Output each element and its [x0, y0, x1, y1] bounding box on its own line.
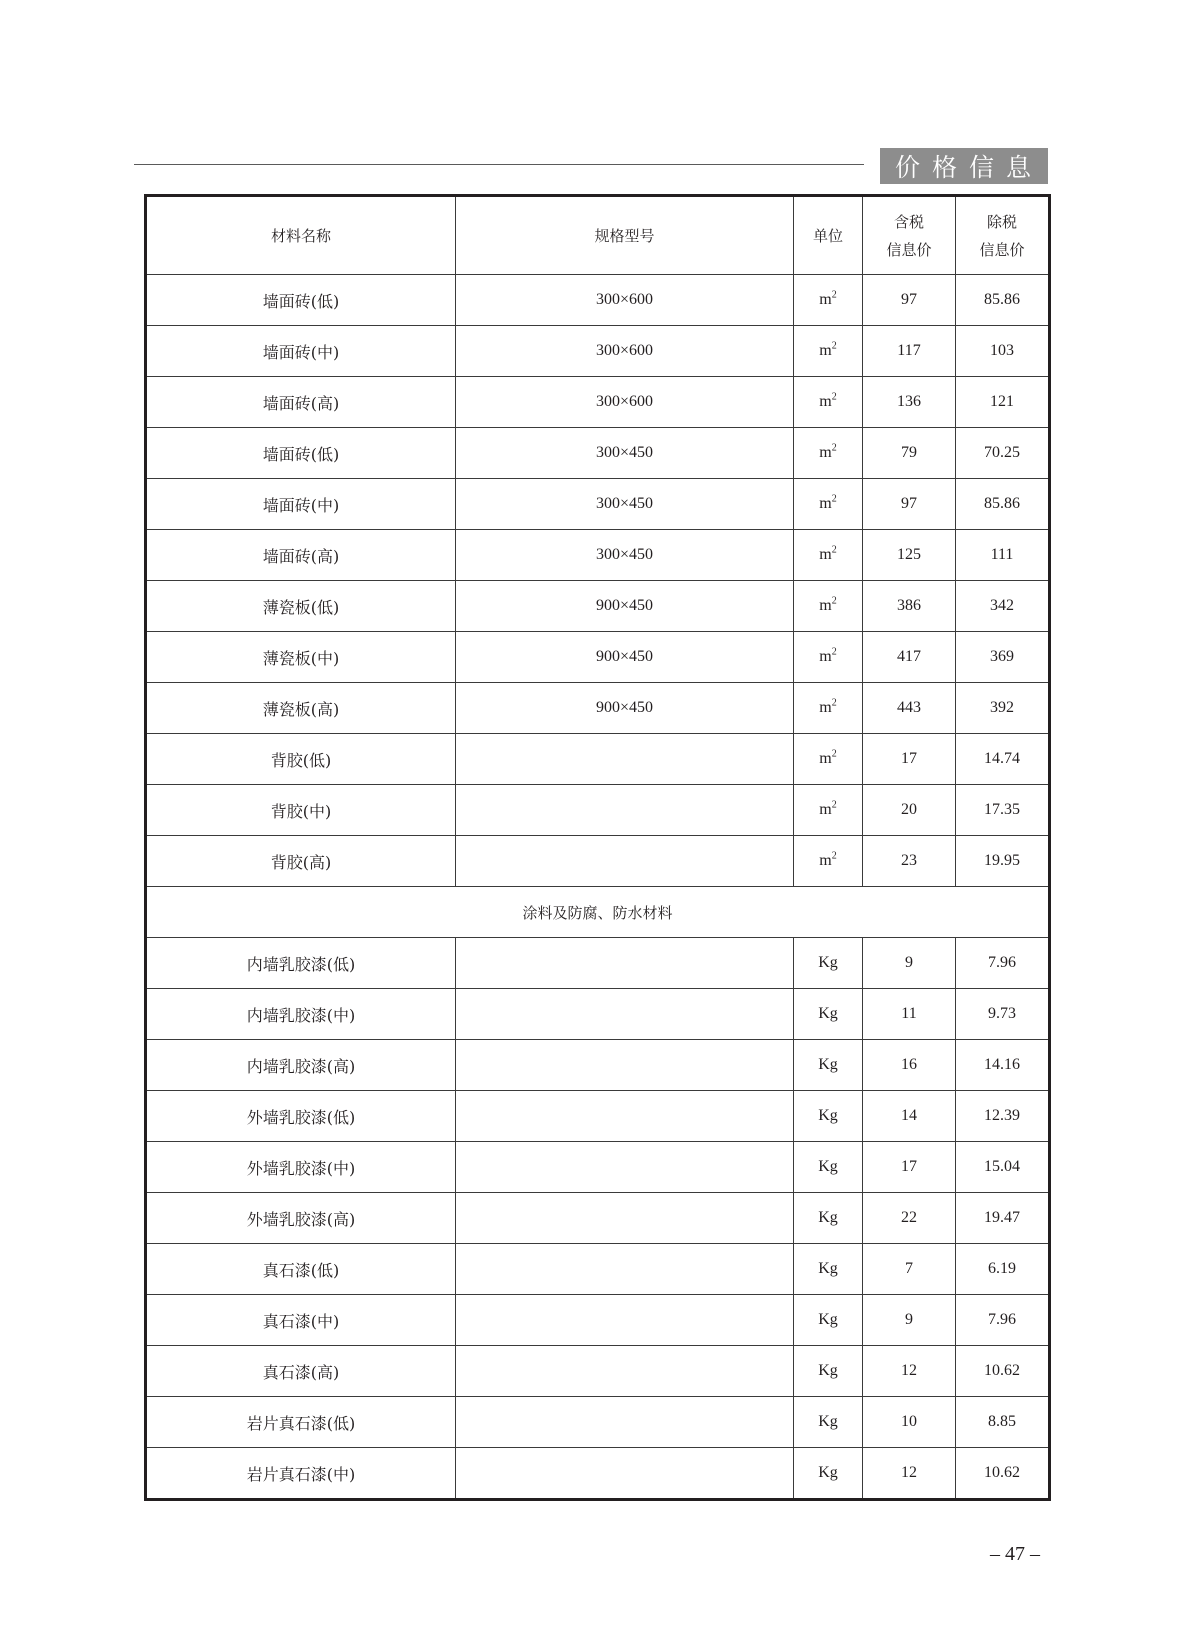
material-name-cell: 外墙乳胶漆(低) [146, 1091, 456, 1142]
spec-cell [456, 938, 794, 989]
unit-cell [794, 683, 863, 734]
unit-cell [794, 581, 863, 632]
unit-superscript: 2 [831, 289, 837, 301]
price-tax-cell: 14 [863, 1091, 956, 1142]
table-row [146, 683, 1050, 734]
spec-cell [456, 1142, 794, 1193]
price-notax-cell: 14.74 [956, 734, 1050, 785]
price-tax-cell: 16 [863, 1040, 956, 1091]
price-tax-cell: 97 [863, 275, 956, 326]
unit-text: m [819, 291, 832, 308]
unit-superscript: 2 [831, 544, 837, 556]
unit-cell [794, 938, 863, 989]
material-name-cell: 外墙乳胶漆(中) [146, 1142, 456, 1193]
spec-cell [456, 1091, 794, 1142]
unit-superscript: 2 [831, 340, 837, 352]
unit-superscript: 2 [831, 799, 837, 811]
unit-superscript: 2 [831, 493, 837, 505]
unit-cell [794, 479, 863, 530]
price-tax-cell: 12 [863, 1448, 956, 1500]
col-header-price-notax-line1: 除税 [986, 212, 1017, 231]
table-row [146, 836, 1050, 887]
unit-text: Kg [818, 1464, 838, 1481]
table-row [146, 530, 1050, 581]
unit-text: Kg [818, 1209, 838, 1226]
header-rule [134, 164, 864, 165]
table-row [146, 1040, 1050, 1091]
unit-cell [794, 428, 863, 479]
price-notax-cell: 70.25 [956, 428, 1050, 479]
unit-superscript: 2 [831, 646, 837, 658]
unit-cell [794, 1091, 863, 1142]
table-row [146, 989, 1050, 1040]
table-row [146, 275, 1050, 326]
price-notax-cell: 111 [956, 530, 1050, 581]
table-header-row [146, 196, 1050, 275]
unit-cell [794, 1397, 863, 1448]
unit-text: m [819, 750, 832, 767]
price-notax-cell: 7.96 [956, 938, 1050, 989]
unit-cell [794, 632, 863, 683]
section-row [146, 887, 1050, 938]
unit-cell [794, 1244, 863, 1295]
table-row [146, 1193, 1050, 1244]
unit-text: m [819, 393, 832, 410]
material-name-cell: 墙面砖(中) [146, 479, 456, 530]
price-notax-cell: 103 [956, 326, 1050, 377]
unit-superscript: 2 [831, 442, 837, 454]
price-notax-cell: 12.39 [956, 1091, 1050, 1142]
col-header-price-tax-line1: 含税 [893, 212, 924, 231]
price-notax-cell: 8.85 [956, 1397, 1050, 1448]
unit-cell [794, 377, 863, 428]
unit-superscript: 2 [831, 748, 837, 760]
price-notax-cell: 7.96 [956, 1295, 1050, 1346]
unit-superscript: 2 [831, 850, 837, 862]
unit-text: m [819, 801, 832, 818]
price-notax-cell: 85.86 [956, 479, 1050, 530]
col-header-price-tax-line2: 信息价 [886, 240, 932, 259]
unit-text: Kg [818, 1056, 838, 1073]
unit-cell [794, 1346, 863, 1397]
table-row [146, 632, 1050, 683]
unit-text: m [819, 648, 832, 665]
table-row [146, 1448, 1050, 1500]
col-header-price-notax-line2: 信息价 [979, 240, 1025, 259]
spec-cell: 300×450 [456, 530, 794, 581]
spec-cell [456, 836, 794, 887]
spec-cell [456, 785, 794, 836]
table-row [146, 326, 1050, 377]
table-row [146, 734, 1050, 785]
unit-text: m [819, 852, 832, 869]
price-tax-cell: 443 [863, 683, 956, 734]
unit-text: Kg [818, 1158, 838, 1175]
spec-cell [456, 1193, 794, 1244]
col-header-name: 材料名称 [146, 196, 456, 275]
spec-cell: 300×600 [456, 377, 794, 428]
material-name-cell: 墙面砖(低) [146, 428, 456, 479]
price-notax-cell: 85.86 [956, 275, 1050, 326]
price-notax-cell: 10.62 [956, 1448, 1050, 1500]
unit-text: m [819, 546, 832, 563]
table-row [146, 1295, 1050, 1346]
material-name-cell: 墙面砖(高) [146, 530, 456, 581]
price-tax-cell: 9 [863, 1295, 956, 1346]
price-tax-cell: 9 [863, 938, 956, 989]
material-name-cell: 墙面砖(中) [146, 326, 456, 377]
material-name-cell: 背胶(中) [146, 785, 456, 836]
price-tax-cell: 23 [863, 836, 956, 887]
unit-cell [794, 1142, 863, 1193]
price-tax-cell: 117 [863, 326, 956, 377]
price-tax-cell: 79 [863, 428, 956, 479]
spec-cell: 300×450 [456, 479, 794, 530]
material-name-cell: 薄瓷板(高) [146, 683, 456, 734]
material-name-cell: 墙面砖(低) [146, 275, 456, 326]
col-header-spec: 规格型号 [456, 196, 794, 275]
price-tax-cell: 136 [863, 377, 956, 428]
spec-cell: 300×600 [456, 326, 794, 377]
spec-cell [456, 1346, 794, 1397]
unit-cell [794, 1448, 863, 1500]
price-tax-cell: 22 [863, 1193, 956, 1244]
price-tax-cell: 7 [863, 1244, 956, 1295]
price-notax-cell: 15.04 [956, 1142, 1050, 1193]
unit-text: m [819, 597, 832, 614]
table-row [146, 785, 1050, 836]
table-row [146, 938, 1050, 989]
material-name-cell: 背胶(低) [146, 734, 456, 785]
price-notax-cell: 121 [956, 377, 1050, 428]
unit-cell [794, 275, 863, 326]
unit-text: m [819, 699, 832, 716]
section-title: 价格信息 [880, 148, 1048, 184]
col-header-price-tax [863, 196, 956, 275]
material-name-cell: 岩片真石漆(低) [146, 1397, 456, 1448]
price-notax-cell: 10.62 [956, 1346, 1050, 1397]
price-notax-cell: 392 [956, 683, 1050, 734]
unit-cell [794, 836, 863, 887]
spec-cell: 900×450 [456, 683, 794, 734]
price-tax-cell: 17 [863, 1142, 956, 1193]
material-name-cell: 薄瓷板(低) [146, 581, 456, 632]
spec-cell [456, 1295, 794, 1346]
material-name-cell: 背胶(高) [146, 836, 456, 887]
price-tax-cell: 12 [863, 1346, 956, 1397]
price-tax-cell: 386 [863, 581, 956, 632]
table-row [146, 1346, 1050, 1397]
price-tax-cell: 11 [863, 989, 956, 1040]
material-name-cell: 真石漆(高) [146, 1346, 456, 1397]
table-row [146, 1142, 1050, 1193]
unit-text: m [819, 342, 832, 359]
spec-cell [456, 1040, 794, 1091]
price-notax-cell: 19.47 [956, 1193, 1050, 1244]
material-name-cell: 内墙乳胶漆(低) [146, 938, 456, 989]
price-tax-cell: 20 [863, 785, 956, 836]
price-notax-cell: 14.16 [956, 1040, 1050, 1091]
spec-cell [456, 1397, 794, 1448]
unit-cell [794, 989, 863, 1040]
table-row [146, 1091, 1050, 1142]
price-notax-cell: 369 [956, 632, 1050, 683]
unit-text: Kg [818, 1260, 838, 1277]
price-table [144, 194, 1051, 1501]
price-tax-cell: 125 [863, 530, 956, 581]
price-notax-cell: 342 [956, 581, 1050, 632]
material-name-cell: 薄瓷板(中) [146, 632, 456, 683]
price-tax-cell: 17 [863, 734, 956, 785]
table-row [146, 428, 1050, 479]
unit-superscript: 2 [831, 595, 837, 607]
price-notax-cell: 19.95 [956, 836, 1050, 887]
price-notax-cell: 6.19 [956, 1244, 1050, 1295]
spec-cell [456, 989, 794, 1040]
material-name-cell: 墙面砖(高) [146, 377, 456, 428]
unit-text: m [819, 444, 832, 461]
price-tax-cell: 417 [863, 632, 956, 683]
unit-text: Kg [818, 1413, 838, 1430]
col-header-price-notax [956, 196, 1050, 275]
unit-cell [794, 1040, 863, 1091]
material-name-cell: 内墙乳胶漆(中) [146, 989, 456, 1040]
table-row [146, 377, 1050, 428]
unit-superscript: 2 [831, 391, 837, 403]
material-name-cell: 真石漆(中) [146, 1295, 456, 1346]
unit-text: Kg [818, 1005, 838, 1022]
price-notax-cell: 9.73 [956, 989, 1050, 1040]
unit-cell [794, 785, 863, 836]
spec-cell: 300×600 [456, 275, 794, 326]
unit-cell [794, 1295, 863, 1346]
unit-text: Kg [818, 1107, 838, 1124]
spec-cell [456, 734, 794, 785]
spec-cell: 300×450 [456, 428, 794, 479]
page-number: – 47 – [990, 1543, 1040, 1565]
price-notax-cell: 17.35 [956, 785, 1050, 836]
table-row [146, 1244, 1050, 1295]
spec-cell [456, 1448, 794, 1500]
unit-cell [794, 326, 863, 377]
unit-text: Kg [818, 1362, 838, 1379]
unit-text: Kg [818, 954, 838, 971]
unit-text: Kg [818, 1311, 838, 1328]
col-header-unit: 单位 [794, 196, 863, 275]
material-name-cell: 真石漆(低) [146, 1244, 456, 1295]
spec-cell: 900×450 [456, 632, 794, 683]
spec-cell [456, 1244, 794, 1295]
unit-cell [794, 1193, 863, 1244]
unit-cell [794, 734, 863, 785]
table-row [146, 1397, 1050, 1448]
material-name-cell: 岩片真石漆(中) [146, 1448, 456, 1500]
unit-text: m [819, 495, 832, 512]
price-tax-cell: 10 [863, 1397, 956, 1448]
price-tax-cell: 97 [863, 479, 956, 530]
table-row [146, 581, 1050, 632]
unit-cell [794, 530, 863, 581]
table-row [146, 479, 1050, 530]
material-name-cell: 内墙乳胶漆(高) [146, 1040, 456, 1091]
section-label: 涂料及防腐、防水材料 [146, 887, 1050, 938]
spec-cell: 900×450 [456, 581, 794, 632]
unit-superscript: 2 [831, 697, 837, 709]
material-name-cell: 外墙乳胶漆(高) [146, 1193, 456, 1244]
